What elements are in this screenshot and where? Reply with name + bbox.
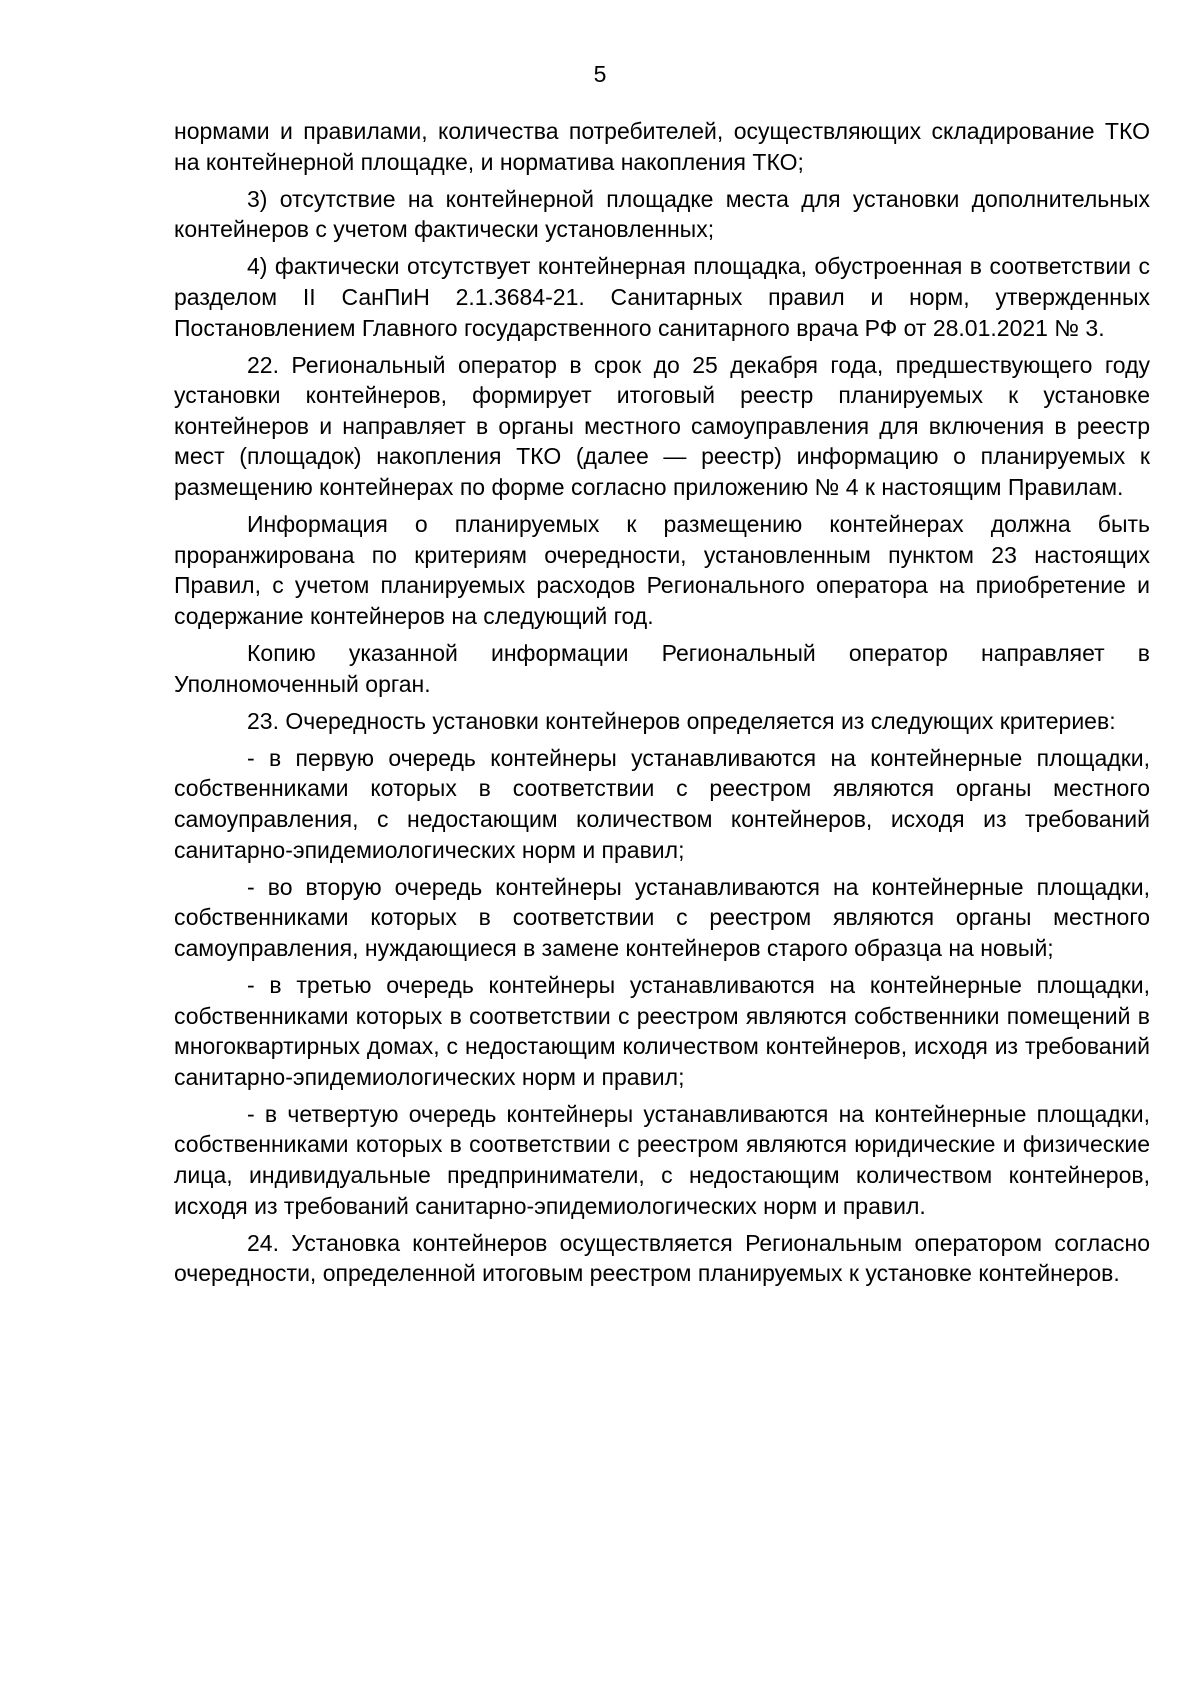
paragraph-priority-3: - в третью очередь контейнеры устанавливаются на контейнерные площадки, собственниками которых в соответствии с реестром являются собственники помещений в многоквартирных домах, с недостающим количеством контейнеров, исходя из требований санитарно-эпидемиологических норм и правил; bbox=[174, 971, 1150, 1090]
paragraph-item-3: 3) отсутствие на контейнерной площадке места для установки дополнительных контейнеров с учетом фактически установленных; bbox=[174, 185, 1150, 243]
paragraph-priority-4: - в четвертую очередь контейнеры устанавливаются на контейнерные площадки, собственниками которых в соответствии с реестром являются юридические и физические лица, индивидуальные предприниматели, с недостающим количеством контейнеров, исходя из требований санитарно-эпидемиологических норм и правил. bbox=[174, 1100, 1150, 1219]
paragraph-priority-1: - в первую очередь контейнеры устанавливаются на контейнерные площадки, собственниками которых в соответствии с реестром являются органы местного самоуправления, с недостающим количеством контейнеров, исходя из требований санитарно-эпидемиологических норм и правил; bbox=[174, 744, 1150, 863]
paragraph-ranking-info: Информация о планируемых к размещению контейнерах должна быть проранжирована по критериям очередности, установленным пунктом 23 настоящих Правил, с учетом планируемых расходов Регионального оператора на приобретение и содержание контейнеров на следующий год. bbox=[174, 511, 1150, 629]
paragraph-clause-24: 24. Установка контейнеров осуществляется Региональным оператором согласно очередности, определенной итоговым реестром планируемых к установке контейнеров. bbox=[174, 1229, 1150, 1287]
paragraph-item-4: 4) фактически отсутствует контейнерная площадка, обустроенная в соответствии с разделом II СанПиН 2.1.3684-21. Санитарных правил и норм, утвержденных Постановлением Главного государственного санитарного врача РФ от 28.01.2021 № 3. bbox=[174, 253, 1150, 341]
document-body bbox=[174, 116, 1150, 1295]
paragraph-continuation: нормами и правилами, количества потребителей, осуществляющих складирование ТКО на контейнерной площадке, и норматива накопления ТКО; bbox=[174, 118, 1150, 175]
paragraph-copy-info: Копию указанной информации Региональный оператор направляет в Уполномоченный орган. bbox=[174, 640, 1150, 697]
paragraph-clause-23: 23. Очередность установки контейнеров определяется из следующих критериев: bbox=[247, 707, 1116, 734]
paragraph-clause-22: 22. Региональный оператор в срок до 25 декабря года, предшествующего году установки контейнеров, формирует итоговый реестр планируемых к установке контейнеров и направляет в органы местного самоуправления для включения в реестр мест (площадок) накопления ТКО (далее — реестр) информацию о планируемых к размещению контейнерах по форме согласно приложению № 4 к настоящим Правилам. bbox=[174, 351, 1150, 501]
page-number: 5 bbox=[593, 61, 607, 87]
paragraph-priority-2: - во вторую очередь контейнеры устанавливаются на контейнерные площадки, собственниками которых в соответствии с реестром являются органы местного самоуправления, нуждающиеся в замене контейнеров старого образца на новый; bbox=[174, 873, 1150, 961]
